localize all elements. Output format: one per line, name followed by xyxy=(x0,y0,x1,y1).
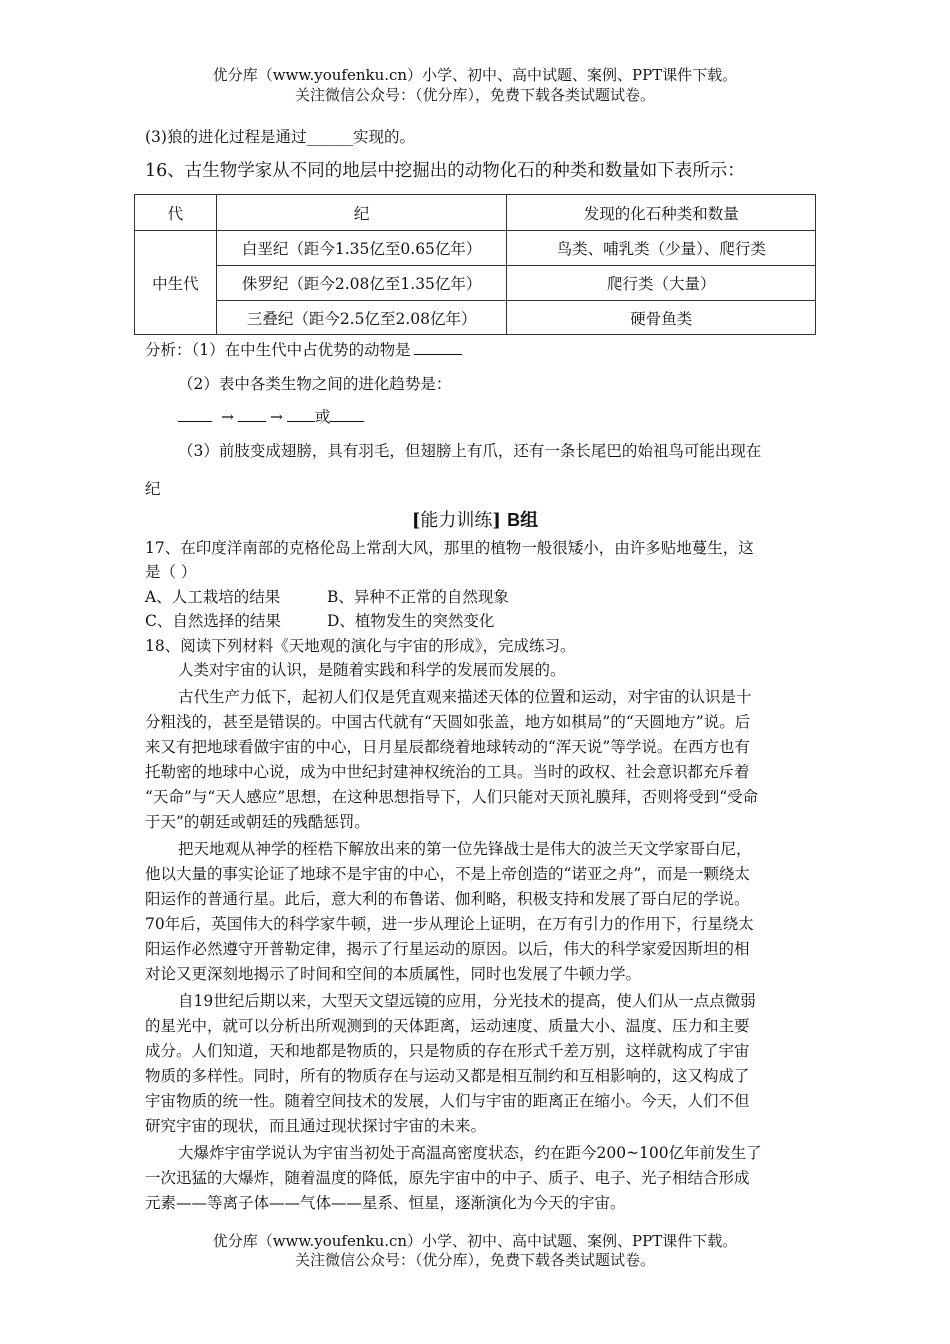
arrow-glyph: → xyxy=(269,408,283,426)
section-title: [能力训练] B组 xyxy=(411,510,539,531)
answer-blank xyxy=(287,407,315,422)
q16-trend-blanks xyxy=(178,406,364,428)
q17-option-a: A、人工栽培的结果 xyxy=(145,588,281,606)
passage-line: 分粗浅的，甚至是错误的。中国古代就有“天圆如张盖，地方如棋局”的“天圆地方”说。后 xyxy=(145,713,751,731)
header-line-2: 关注微信公众号：（优分库），免费下载各类试题试卷。 xyxy=(294,86,655,104)
header-line-1: 优分库（www.youfenku.cn）小学、初中、高中试题、案例、PPT课件下载。 xyxy=(212,66,738,84)
table-header-row xyxy=(135,195,816,231)
passage-line: 70年后，英国伟大的科学家牛顿，进一步从理论上证明，在万有引力的作用下，行星绕太 xyxy=(145,915,754,933)
passage-line: “天命”与“天人感应”思想，在这种思想指导下，人们只能对天顶礼膜拜，否则将受到“受命 xyxy=(145,788,759,806)
q16-analysis-3: （3）前肢变成翅膀，具有羽毛，但翅膀上有爪，还有一条长尾巴的始祖鸟可能出现在 xyxy=(178,442,762,460)
era-cell: 中生代 xyxy=(135,231,217,335)
fossils-cell: 硬骨鱼类 xyxy=(507,301,816,335)
table-row xyxy=(135,266,816,301)
passage-line: 古代生产力低下，起初人们仅是凭直观来描述天体的位置和运动，对宇宙的认识是十 xyxy=(178,688,752,706)
passage-line: 把天地观从神学的桎梏下解放出来的第一位先锋战士是伟大的波兰天文学家哥白尼， xyxy=(178,840,752,858)
answer-blank xyxy=(238,407,266,422)
period-cell: 白垩纪（距今1.35亿至0.65亿年） xyxy=(216,231,507,266)
passage-line: 元素——等离子体——气体——星系、恒星，逐渐演化为今天的宇宙。 xyxy=(145,1194,626,1212)
passage-line: 来又有把地球看做宇宙的中心，日月星辰都绕着地球转动的“浑天说”等学说。在西方也有 xyxy=(145,738,750,756)
footer-line-2: 关注微信公众号：（优分库），免费下载各类试题试卷。 xyxy=(294,1251,655,1269)
passage-line: 人类对宇宙的认识，是随着实践和科学的发展而发展的。 xyxy=(178,661,566,679)
header-fossils: 发现的化石种类和数量 xyxy=(507,195,816,231)
or-text: 或 xyxy=(314,408,331,426)
header-era: 代 xyxy=(135,195,217,231)
q16-stem: 16、古生物学家从不同的地层中挖掘出的动物化石的种类和数量如下表所示： xyxy=(145,161,745,181)
table-row xyxy=(135,231,816,266)
passage-line: 成分。人们知道，天和地都是物质的，只是物质的存在形式千差万别，这样就构成了宇宙 xyxy=(145,1042,750,1060)
passage-line: 研究宇宙的现状，而且通过现状探讨宇宙的未来。 xyxy=(145,1117,487,1135)
q18-stem: 18、阅读下列材料《天地观的演化与宇宙的形成》，完成练习。 xyxy=(145,637,576,655)
passage-line: 阳运作的普通行星。此后，意大利的布鲁诺、伽利略，积极支持和发展了哥白尼的学说。 xyxy=(145,890,750,908)
passage-line: 对论又更深刻地揭示了时间和空间的本质属性，同时也发展了牛顿力学。 xyxy=(145,965,642,983)
header-period: 纪 xyxy=(216,195,507,231)
q17-line-1: 17、在印度洋南部的克格伦岛上常刮大风，那里的植物一般很矮小，由许多贴地蔓生，这 xyxy=(145,539,754,557)
q15-part3: (3)狼的进化过程是通过______实现的。 xyxy=(145,128,415,146)
footer-line-1: 优分库（www.youfenku.cn）小学、初中、高中试题、案例、PPT课件下载。 xyxy=(212,1232,738,1250)
q16-analysis-2: （2）表中各类生物之间的进化趋势是： xyxy=(178,375,452,393)
answer-blank: ______ xyxy=(306,128,353,146)
answer-blank xyxy=(330,407,364,422)
passage-line: 自19世纪后期以来，大型天文望远镜的应用，分光技术的提高，使人们从一点点微弱 xyxy=(178,992,756,1010)
q17-line-2: 是（ ） xyxy=(145,563,197,581)
period-cell: 侏罗纪（距今2.08亿至1.35亿年） xyxy=(216,266,507,301)
passage-line: 他以大量的事实论证了地球不是宇宙的中心，不是上帝创造的“诺亚之舟”，而是一颗绕太 xyxy=(145,865,750,883)
answer-blank xyxy=(178,407,212,422)
q16-analysis-3-end: 纪 xyxy=(145,480,161,498)
passage-line: 大爆炸宇宙学说认为宇宙当初处于高温高密度状态，约在距今200~100亿年前发生了 xyxy=(178,1144,762,1162)
table-row xyxy=(135,301,816,335)
fossils-cell: 鸟类、哺乳类（少量）、爬行类 xyxy=(507,231,816,266)
answer-blank xyxy=(414,340,462,355)
section-group: B组 xyxy=(507,510,539,530)
passage-line: 托勒密的地球中心说，成为中世纪封建神权统治的工具。当时的政权、社会意识都充斥着 xyxy=(145,763,750,781)
arrow-glyph: → xyxy=(220,408,234,426)
passage-line: 宇宙物质的统一性。随着空间技术的发展，人们与宇宙的距离正在缩小。今天，人们不但 xyxy=(145,1092,750,1110)
passage-line: 物质的多样性。同时，所有的物质存在与运动又都是相互制约和互相影响的，这又构成了 xyxy=(145,1067,750,1085)
q16-analysis-1: 分析：（1）在中生代中占优势的动物是 xyxy=(145,339,462,361)
q17-option-c: C、自然选择的结果 xyxy=(145,612,281,630)
passage-line: 于天”的朝廷或朝廷的残酷惩罚。 xyxy=(145,813,370,831)
passage-line: 一次迅猛的大爆炸，随着温度的降低，原先宇宙中的中子、质子、电子、光子相结合形成 xyxy=(145,1169,750,1187)
q17-option-b: B、异种不正常的自然现象 xyxy=(327,588,509,606)
passage-line: 的星光中，就可以分析出所观测到的天体距离，运动速度、质量大小、温度、压力和主要 xyxy=(145,1017,750,1035)
period-cell: 三叠纪（距今2.5亿至2.08亿年） xyxy=(216,301,507,335)
fossils-cell: 爬行类（大量） xyxy=(507,266,816,301)
fossil-table xyxy=(134,194,816,335)
passage-line: 阳运作必然遵守开普勒定律，揭示了行星运动的原因。以后，伟大的科学家爱因斯坦的相 xyxy=(145,940,750,958)
q17-option-d: D、植物发生的突然变化 xyxy=(327,612,495,630)
